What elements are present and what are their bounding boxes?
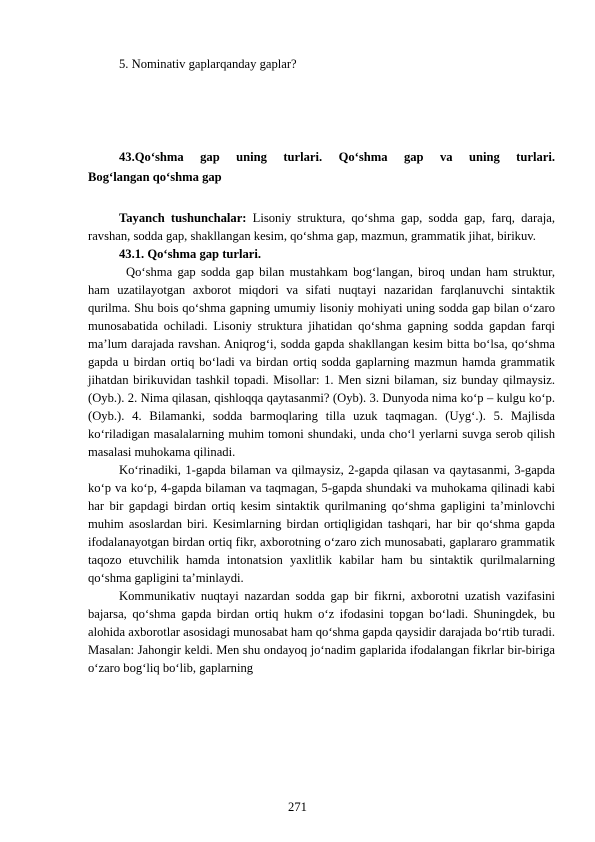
section-heading — [88, 147, 555, 187]
question-line: 5. Nominativ gaplarqanday gaplar? — [119, 57, 297, 71]
keywords-paragraph — [88, 209, 555, 245]
paragraph-3: Kommunikativ nuqtayi nazardan sodda gap bir fikrni, axborotni uzatish vazifasini bajarsa, qo‘shma gapda birdan ortiq hukm o‘z ifodasini topgan bo‘ladi. Shuningdek, bu alohida axborotlar asosidagi munosabat ham qo‘shma gapda qaysidir darajada bo‘rtib turadi. Masalan: Jahongir keldi. Men shu ondayoq jo‘nadim gaplarida ifodalangan fikrlar bir-biriga o‘zaro bog‘liq bo‘lib, gaplarning — [88, 589, 555, 675]
heading-line-1: 43.Qo‘shma gap uning turlari. Qo‘shma gap va uning turlari. — [119, 150, 555, 164]
keywords-text: Lisoniy struktura, qo‘shma gap, sodda gap, farq, daraja, ravshan, sodda gap, shakllangan kesim, qo‘shma gap, mazmun, grammatik jihat, birikuv. — [88, 211, 555, 243]
page-number: 271 — [288, 800, 307, 814]
subsection-title: 43.1. Qo‘shma gap turlari. — [119, 247, 262, 261]
keywords-label: Tayanch tushunchalar: — [119, 211, 247, 225]
body-text — [88, 209, 555, 677]
paragraph-2: Ko‘rinadiki, 1-gapda bilaman va qilmaysiz, 2-gapda qilasan va qaytasanmi, 3-gapda ko‘p va ko‘p, 4-gapda bilaman va taqmagan, 5-gapda shundaki va muhokama qilinadi kabi har bir gapdagi birdan ortiq kesim sintaktik qurilmaning qo‘shma gapligini ta’minlovchi muhim asoslardan biri. Kesimlarning birdan ortiqligidan tashqari, har bir qo‘shma gapda ifodalanayotgan birdan ortiq fikr, axborotning o‘zaro zich munosabati, gaplararo grammatik taqozo etuvchilik hamda intonatsion yaxlitlik kabilar ham bu sintaktik qurilmalarning qo‘shma gapligini ta’minlaydi. — [88, 463, 555, 585]
heading-line-2: Bog‘langan qo‘shma gap — [88, 170, 222, 184]
paragraph-1: Qo‘shma gap sodda gap bilan mustahkam bog‘langan, biroq undan ham struktur, ham uzatilayotgan axborot miqdori va sifati nuqtayi nazaridan farqlanuvchi sintaktik qurilma. Shu bois qo‘shma gapning umumiy lisoniy mohiyati uning sodda gap bilan o‘zaro munosabatida ochiladi. Lisoniy struktura jihatidan qo‘shma gapning sodda gapdan farqi ma’lum darajada ravshan. Aniqrog‘i, sodda gapda shakllangan kesim bitta bo‘lsa, qo‘shma gapda u birdan ortiq bo‘ladi va birdan ortiq sodda gaplarning mazmun hamda grammatik jihatdan birikuvidan tashkil topadi. Misollar: 1. Men sizni bilaman, siz bunday qilmaysiz. (Oyb.). 2. Nima qilasan, qishloqqa qaytasanmi? (Oyb). 3. Dunyoda nima ko‘p – kulgu ko‘p. (Oyb.). 4. Bilamanki, sodda barmoqlaring tilla uzuk taqmagan. (Uyg‘.). 5. Majlisda ko‘riladigan masalalarning muhim tomoni shundaki, unda cho‘l yerlarni suvga serob qilish masalasi muhokama qilinadi. — [88, 265, 555, 459]
